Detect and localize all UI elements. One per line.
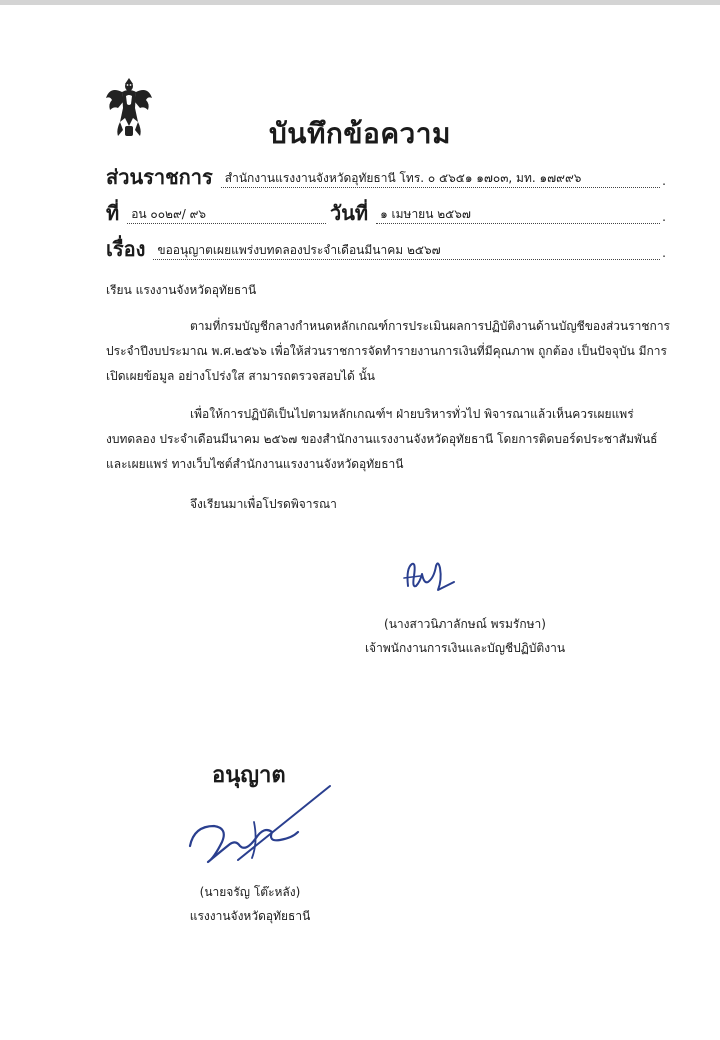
memo-title: บันทึกข้อความ (269, 117, 451, 150)
paragraph2-line1: เพื่อให้การปฏิบัติเป็นไปตามหลักเกณฑ์ฯ ฝ่ายบริหารทั่วไป พิจารณาแล้วเห็นควรเผยแพร่ (190, 407, 634, 421)
department-value: สำนักงานแรงงานจังหวัดอุทัยธานี โทร. ๐ ๕๖๕๑ ๑๗๐๓, มท. ๑๗๙๙๖ (221, 170, 660, 188)
paragraph1-line1: ตามที่กรมบัญชีกลางกำหนดหลักเกณฑ์การประเมินผลการปฏิบัติงานด้านบัญชีของส่วนราชการ (190, 319, 670, 333)
subject-value: ขออนุญาตเผยแพร่งบทดลองประจำเดือนมีนาคม ๒๕๖๗ (153, 242, 660, 260)
paragraph1-line2: ประจำปีงบประมาณ พ.ศ.๒๕๖๖ เพื่อให้ส่วนราชการจัดทำรายงานการเงินที่มีคุณภาพ ถูกต้อง เป็นปัจจุบัน มีการ (106, 344, 667, 358)
number-value: อน ๐๐๒๙/ ๙๖ (127, 206, 326, 224)
top-border (0, 0, 720, 5)
date-value: ๑ เมษายน ๒๕๖๗ (376, 206, 660, 224)
signer1-block (340, 612, 590, 660)
approver-block (150, 880, 350, 928)
paragraph1-line3: เปิดเผยข้อมูล อย่างโปร่งใส สามารถตรวจสอบได้ นั้น (106, 369, 375, 383)
subject-row (106, 234, 666, 260)
paragraph2-line2: งบทดลอง ประจำเดือนมีนาคม ๒๕๖๗ ของสำนักงานแรงงานจังหวัดอุทัยธานี โดยการติดบอร์ดประชาสัมพันธ์ (106, 432, 658, 446)
handwritten-signature-icon (184, 782, 334, 872)
approver-name: (นายจรัญ โต๊ะหลัง) (199, 885, 301, 899)
row-end-mark: . (662, 174, 666, 188)
row-end-mark: . (662, 210, 666, 224)
approver-position: แรงงานจังหวัดอุทัยธานี (189, 909, 311, 923)
signer1-name: (นางสาวนิภาลักษณ์ พรมรักษา) (384, 617, 546, 631)
subject-label: เรื่อง (106, 237, 146, 261)
number-row (106, 198, 326, 224)
approval-word: อนุญาต (212, 763, 286, 788)
handwritten-signature-icon (398, 556, 458, 600)
signer1-position: เจ้าพนักงานการเงินและบัญชีปฏิบัติงาน (364, 641, 566, 655)
row-end-mark: . (662, 246, 666, 260)
paragraph2-line3: และเผยแพร่ ทางเว็บไซต์สำนักงานแรงงานจังหวัดอุทัยธานี (106, 457, 404, 471)
department-row (106, 162, 666, 188)
department-label: ส่วนราชการ (106, 165, 213, 189)
closing-line: จึงเรียนมาเพื่อโปรดพิจารณา (190, 497, 337, 511)
date-row (330, 198, 666, 224)
date-label: วันที่ (330, 201, 369, 225)
number-label: ที่ (106, 201, 120, 225)
salutation: เรียน แรงงานจังหวัดอุทัยธานี (106, 283, 257, 297)
